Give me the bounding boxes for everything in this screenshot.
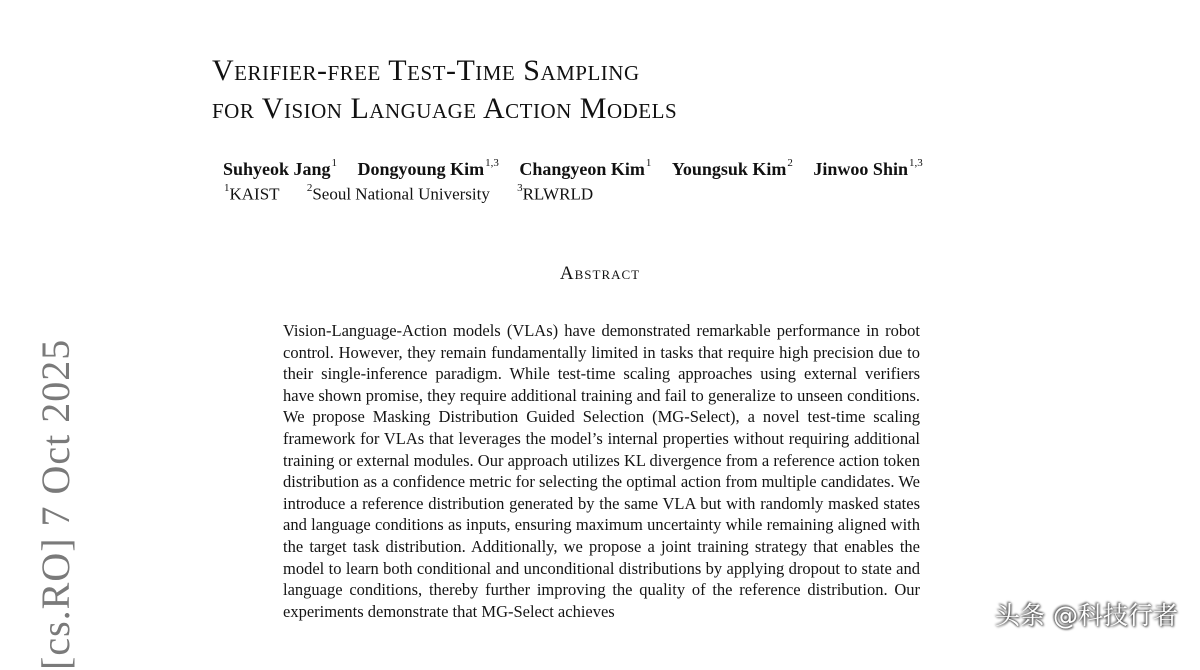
author [223, 159, 337, 180]
affiliation-list [223, 184, 615, 205]
author-affiliation-mark: 2 [787, 157, 793, 169]
abstract-heading: Abstract [559, 263, 641, 284]
author [672, 159, 793, 180]
paper-title-line-2: for Vision Language Action Models [212, 92, 678, 125]
paper-title [212, 52, 677, 128]
author [358, 159, 499, 180]
affiliation-name: RLWRLD [522, 184, 594, 204]
affiliation [223, 184, 280, 205]
author-name: Changyeon Kim [519, 159, 645, 179]
watermark: 头条 @科技行者 [995, 601, 1178, 630]
affiliation [306, 184, 490, 205]
author [519, 159, 651, 180]
author [813, 159, 922, 180]
author-name: Youngsuk Kim [671, 159, 787, 179]
arxiv-stamp: [cs.RO] 7 Oct 2025 [33, 338, 78, 670]
author-list [223, 159, 939, 180]
author-name: Suhyeok Jang [223, 159, 331, 179]
affiliation-name: Seoul National University [312, 184, 490, 204]
affiliation-mark: 2 [306, 182, 313, 194]
abstract-body: Vision-Language-Action models (VLAs) have demonstrated remarkable performance in robot control. However, they remain fundamentally limited in tasks that require high precision due to their single-inference paradigm. While test-time scaling approaches using external verifiers have shown promise, they require additional training and fail to generalize to unseen conditions. We propose Masking Distribution Guided Selection (MG-Select), a novel test-time scaling framework for VLAs that leverages the model’s internal properties without requiring additional training or external modules. Our approach utilizes KL divergence from a reference action token distribution as a confidence metric for selecting the optimal action from multiple candidates. We introduce a reference distribution generated by the same VLA but with randomly masked states and language conditions as inputs, ensuring maximum uncertainty while remaining aligned with the target task distribution. Additionally, we propose a joint training strategy that enables the model to learn both conditional and unconditional distributions by applying dropout to state and language conditions, thereby further improving the quality of the reference distribution. Our experiments demonstrate that MG-Select achieves [283, 321, 920, 621]
affiliation-mark: 3 [517, 182, 523, 194]
affiliation [516, 184, 593, 205]
author-affiliation-mark: 1,3 [485, 157, 499, 169]
author-name: Dongyoung Kim [357, 159, 485, 179]
author-affiliation-mark: 1,3 [908, 157, 923, 169]
author-affiliation-mark: 1 [645, 157, 652, 169]
paper-title-line-1: Verifier-free Test-Time Sampling [212, 54, 640, 87]
affiliation-mark: 1 [224, 182, 230, 194]
author-name: Jinwoo Shin [813, 159, 908, 179]
author-affiliation-mark: 1 [331, 157, 338, 169]
affiliation-name: KAIST [229, 184, 280, 204]
